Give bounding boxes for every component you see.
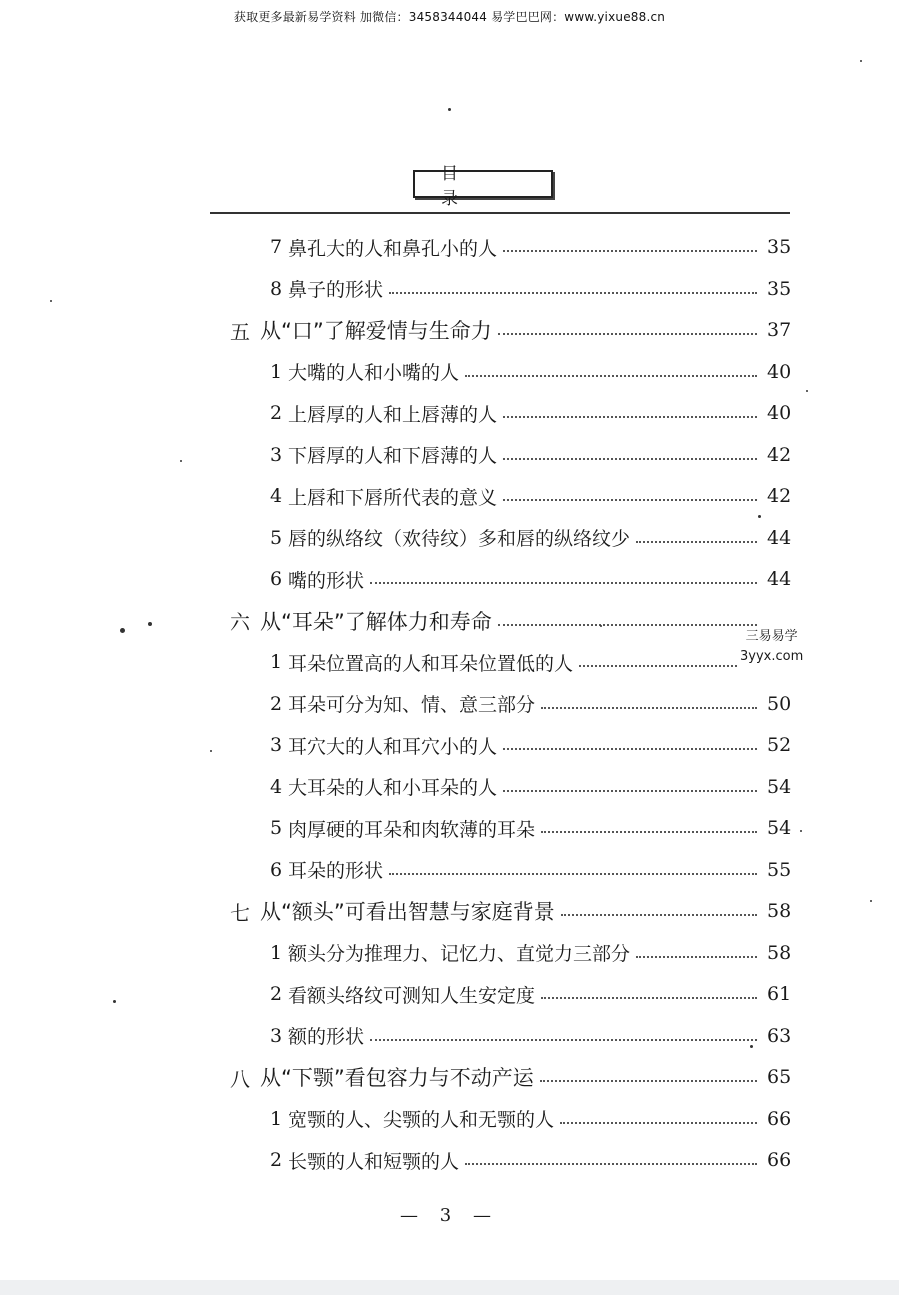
scan-speck <box>806 390 808 392</box>
entry-page: 37 <box>767 319 792 341</box>
entry-number: 7 <box>269 236 283 258</box>
toc-entry <box>264 1145 801 1175</box>
entry-title: 鼻子的形状 <box>288 279 384 301</box>
scan-speck <box>448 108 451 111</box>
entry-number: 2 <box>269 402 283 424</box>
chapter-title: 从“口”了解爱情与生命力 <box>260 319 492 343</box>
toc-entry <box>264 689 801 719</box>
entry-page: 65 <box>767 1066 792 1088</box>
toc-entry <box>264 1104 801 1134</box>
scan-speck <box>800 830 802 832</box>
dot-leader <box>498 333 757 335</box>
entry-title: 肉厚硬的耳朵和肉软薄的耳朵 <box>288 818 536 841</box>
site-watermark <box>738 627 805 667</box>
entry-number: 2 <box>269 1149 283 1171</box>
dot-leader <box>579 665 757 667</box>
scan-speck <box>870 900 872 902</box>
dot-leader <box>503 458 757 460</box>
entry-number: 6 <box>269 858 283 881</box>
dot-leader <box>560 1122 757 1124</box>
scan-speck <box>750 1045 753 1048</box>
scan-speck <box>600 625 602 627</box>
entry-title: 额头分为推理力、记忆力、直觉力三部分 <box>288 943 631 965</box>
entry-title: 长颚的人和短颚的人 <box>288 1150 460 1173</box>
entry-title: 大嘴的人和小嘴的人 <box>288 362 460 384</box>
chapter-title: 从“额头”可看出智慧与家庭背景 <box>260 900 555 924</box>
entry-title: 上唇厚的人和上唇薄的人 <box>288 403 498 426</box>
entry-page: 54 <box>767 775 792 798</box>
toc-chapter <box>220 315 801 345</box>
toc-entry <box>264 564 801 594</box>
chapter-title: 从“耳朵”了解体力和寿命 <box>260 609 492 634</box>
entry-title: 耳朵的形状 <box>288 860 384 882</box>
entry-title: 唇的纵络纹（欢待纹）多和唇的纵络纹少 <box>288 528 631 550</box>
entry-number: 6 <box>269 568 283 590</box>
entry-number: 1 <box>269 360 283 383</box>
entry-page: 44 <box>767 526 792 549</box>
entry-page: 66 <box>767 1107 792 1130</box>
scan-speck <box>113 1000 116 1003</box>
chapter-number: 六 <box>230 610 250 634</box>
toc-entry <box>264 730 801 760</box>
toc-entry <box>264 274 801 304</box>
dot-leader <box>561 914 757 916</box>
toc-entry <box>264 813 801 843</box>
entry-number: 8 <box>269 277 283 300</box>
entry-page: 44 <box>767 568 792 590</box>
entry-page: 40 <box>767 402 792 424</box>
entry-page: 63 <box>767 1024 792 1047</box>
toc-entry <box>264 232 801 262</box>
toc-entry <box>264 523 801 553</box>
toc-entry <box>264 440 801 470</box>
chapter-number: 五 <box>230 319 250 344</box>
entry-page: 42 <box>767 443 792 466</box>
dot-leader <box>498 624 757 626</box>
entry-page: 61 <box>767 983 792 1005</box>
toc-entry <box>264 647 804 677</box>
scan-speck <box>148 622 152 626</box>
scan-speck <box>758 515 761 518</box>
toc-chapter <box>220 606 801 636</box>
toc-entry <box>264 481 801 511</box>
watermark-line-1: 三易易学 <box>745 629 798 644</box>
dot-leader <box>503 499 757 501</box>
entry-page: 52 <box>767 734 792 756</box>
dot-leader <box>503 250 757 252</box>
dot-leader <box>389 873 757 875</box>
entry-title: 耳穴大的人和耳穴小的人 <box>288 735 498 758</box>
entry-title: 耳朵可分为知、情、意三部分 <box>288 694 536 716</box>
toc-entry <box>264 979 801 1009</box>
entry-title: 耳朵位置高的人和耳朵位置低的人 <box>288 652 574 675</box>
dot-leader <box>389 292 757 294</box>
toc-entry <box>264 938 801 968</box>
entry-page: 35 <box>767 277 792 300</box>
watermark-line-2: 3yyx.com <box>740 649 804 664</box>
scan-speck <box>210 750 212 752</box>
dot-leader <box>541 707 757 709</box>
entry-page: 50 <box>767 692 792 715</box>
entry-number: 2 <box>269 692 283 715</box>
entry-title: 下唇厚的人和下唇薄的人 <box>288 445 498 467</box>
scan-edge <box>0 1280 899 1295</box>
entry-title: 额的形状 <box>288 1026 365 1048</box>
entry-title: 看额头络纹可测知人生安定度 <box>288 984 536 1007</box>
entry-number: 1 <box>269 1107 283 1130</box>
toc-entry <box>264 855 801 885</box>
entry-number: 1 <box>269 651 283 673</box>
dot-leader <box>541 831 757 833</box>
entry-page: 42 <box>767 485 792 507</box>
header-note: 获取更多最新易学资料 加微信：3458344044 易学巴巴网：www.yixue88.cn <box>233 10 666 24</box>
entry-number: 3 <box>269 1024 283 1047</box>
entry-number: 3 <box>269 443 283 466</box>
chapter-title: 从“下颚”看包容力与不动产运 <box>260 1066 534 1090</box>
entry-number: 5 <box>269 526 283 549</box>
entry-title: 宽颚的人、尖颚的人和无颚的人 <box>288 1109 555 1131</box>
scan-speck <box>860 60 862 62</box>
entry-page: 58 <box>767 900 792 922</box>
chapter-number: 七 <box>230 900 250 925</box>
entry-page: 54 <box>767 817 792 839</box>
entry-page: 66 <box>767 1149 792 1171</box>
toc-entry <box>264 1021 801 1051</box>
dot-leader <box>370 1039 757 1041</box>
entry-title: 大耳朵的人和小耳朵的人 <box>288 777 498 799</box>
toc-entry <box>264 772 801 802</box>
dot-leader <box>465 1163 757 1165</box>
dot-leader <box>636 956 757 958</box>
entry-title: 上唇和下唇所代表的意义 <box>288 486 498 509</box>
toc-title: 目 录 <box>413 170 553 198</box>
entry-number: 5 <box>269 817 283 839</box>
entry-page: 55 <box>767 858 792 881</box>
scan-speck <box>180 460 182 462</box>
entry-page: 58 <box>767 941 792 964</box>
chapter-number: 八 <box>230 1066 250 1091</box>
entry-title: 嘴的形状 <box>288 569 365 592</box>
dot-leader <box>636 541 757 543</box>
entry-page: 35 <box>767 236 792 258</box>
dot-leader <box>503 748 757 750</box>
toc-chapter <box>220 896 801 926</box>
dot-leader <box>541 997 757 999</box>
entry-number: 4 <box>269 775 283 798</box>
dot-leader <box>503 416 757 418</box>
toc-entry <box>264 398 801 428</box>
entry-number: 2 <box>269 983 283 1005</box>
title-rule <box>210 212 790 214</box>
entry-number: 3 <box>269 734 283 756</box>
toc-entry <box>264 357 801 387</box>
scan-speck <box>120 628 125 633</box>
entry-title: 鼻孔大的人和鼻孔小的人 <box>288 237 498 260</box>
dot-leader <box>370 582 757 584</box>
entry-number: 1 <box>269 941 283 964</box>
page-number: — 3 — <box>400 1205 499 1226</box>
dot-leader <box>465 375 757 377</box>
entry-number: 4 <box>269 485 283 507</box>
entry-page: 40 <box>767 360 792 383</box>
toc-chapter <box>220 1062 801 1092</box>
scan-speck <box>50 300 52 302</box>
dot-leader <box>503 790 757 792</box>
dot-leader <box>540 1080 757 1082</box>
